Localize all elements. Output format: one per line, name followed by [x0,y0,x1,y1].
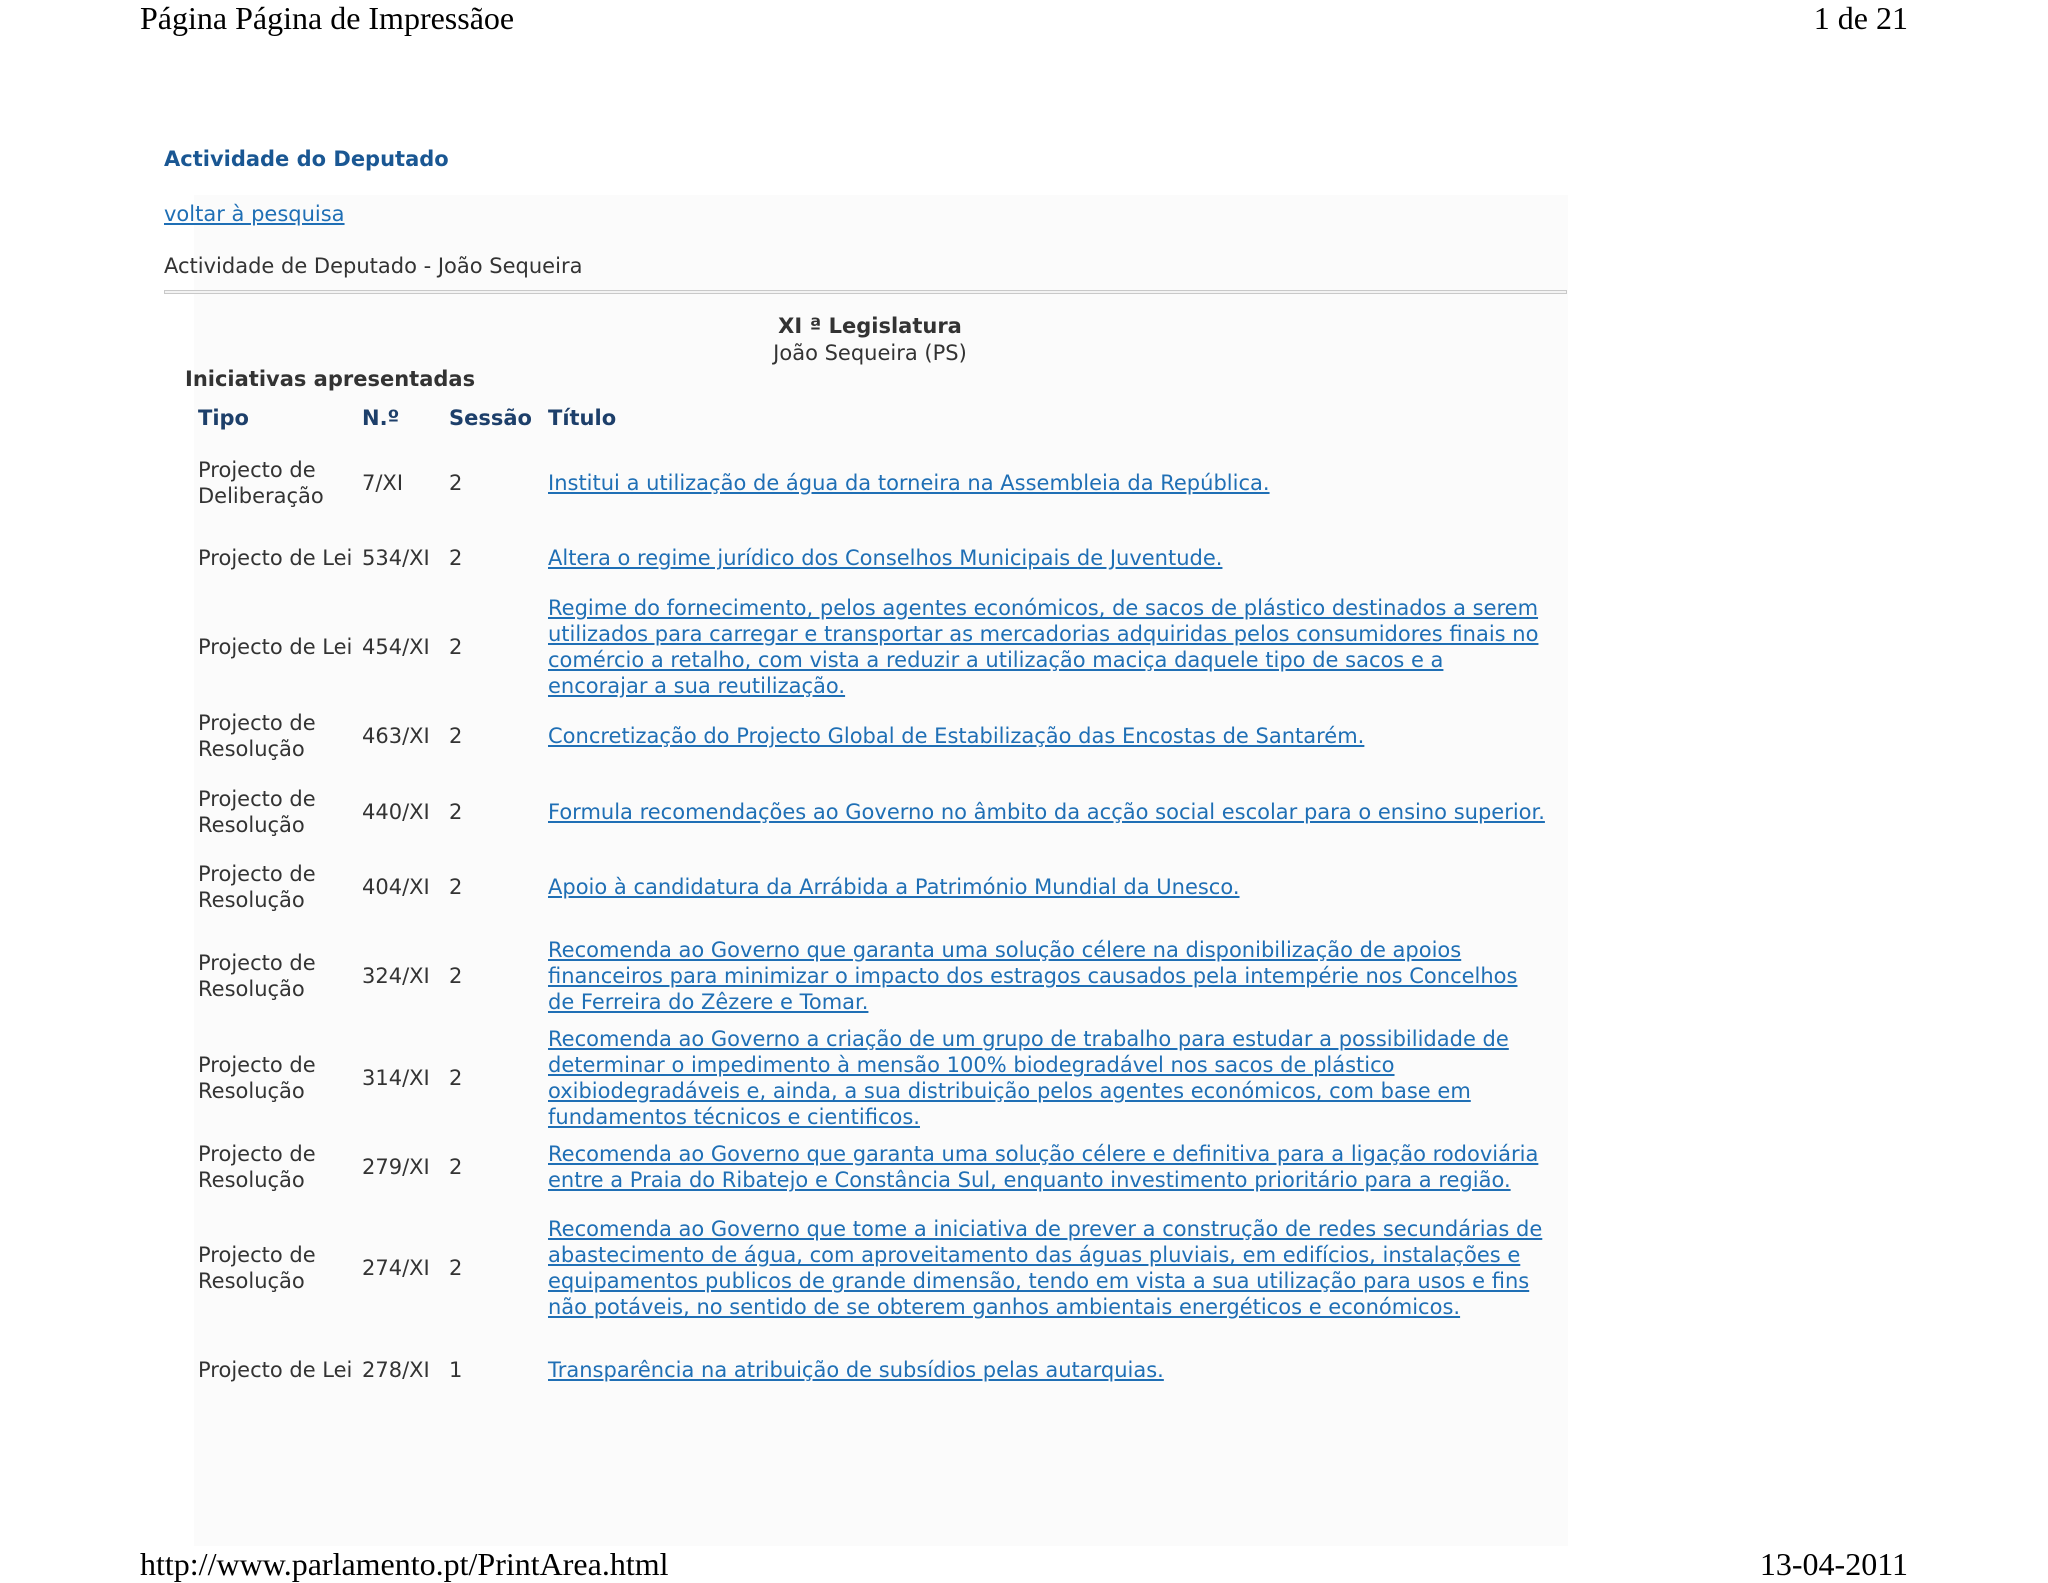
table-row [198,532,1558,584]
legislature-title: XI ª Legislatura [778,314,962,338]
initiative-title-link[interactable]: Recomenda ao Governo a criação de um grupo de trabalho para estudar a possibilidade de determinar o impedimento à mensão 100% biodegradável nos sacos de plástico oxibiodegradáveis e, ainda, a sua distribuição pelos agentes económicos, com base em fundamentos técnicos e cientificos. [548,1027,1509,1129]
table-row [198,861,1558,913]
cell-numero: 279/XI [362,1155,430,1179]
cell-tipo: Projecto de Lei [198,546,353,570]
cell-tipo: Projecto de Resolução [198,1243,316,1293]
cell-sessao: 2 [449,635,463,659]
cell-tipo: Projecto de Resolução [198,787,316,837]
cell-numero: 440/XI [362,800,430,824]
legislature-deputy: João Sequeira (PS) [773,341,967,365]
initiative-title-link[interactable]: Institui a utilização de água da torneira na Assembleia da República. [548,471,1270,495]
cell-sessao: 2 [449,546,463,570]
initiative-title-link[interactable]: Recomenda ao Governo que garanta uma solução célere na disponibilização de apoios financeiros para minimizar o impacto dos estragos causados pela intempérie nos Concelhos de Ferreira do Zêzere e Tomar. [548,938,1518,1014]
table-row [198,457,1558,509]
cell-numero: 314/XI [362,1066,430,1090]
cell-sessao: 2 [449,1066,463,1090]
initiative-title-link[interactable]: Apoio à candidatura da Arrábida a Património Mundial da Unesco. [548,875,1240,899]
cell-numero: 534/XI [362,546,430,570]
cell-sessao: 2 [449,800,463,824]
table-row [198,1141,1558,1193]
print-page-title: Página Página de Impressãoe [140,0,515,36]
page-title: Actividade do Deputado [164,147,449,171]
section-divider [164,290,1567,294]
cell-numero: 404/XI [362,875,430,899]
cell-numero: 278/XI [362,1358,430,1382]
initiative-title-link[interactable]: Regime do fornecimento, pelos agentes económicos, de sacos de plástico destinados a serem utilizados para carregar e transportar as mercadorias adquiridas pelos consumidores finais no comércio a retalho, com vista a reduzir a utilização maciça daquele tipo de sacos e a encorajar a sua reutilização. [548,596,1539,698]
cell-tipo: Projecto de Lei [198,1358,353,1382]
initiatives-section-title: Iniciativas apresentadas [185,367,476,391]
cell-sessao: 2 [449,724,463,748]
cell-sessao: 2 [449,964,463,988]
initiative-title-link[interactable]: Transparência na atribuição de subsídios pelas autarquias. [548,1358,1164,1382]
cell-sessao: 2 [449,1155,463,1179]
print-source-url: http://www.parlamento.pt/PrintArea.html [140,1546,669,1582]
column-header-titulo: Título [548,406,617,430]
table-row [198,786,1558,838]
initiative-title-link[interactable]: Concretização do Projecto Global de Estabilização das Encostas de Santarém. [548,724,1365,748]
cell-sessao: 2 [449,875,463,899]
cell-numero: 454/XI [362,635,430,659]
print-date: 13-04-2011 [1759,1546,1908,1582]
table-row [198,1216,1558,1320]
cell-tipo: Projecto de Resolução [198,711,316,761]
cell-sessao: 2 [449,1256,463,1280]
table-row [198,1344,1558,1396]
initiative-title-link[interactable]: Altera o regime jurídico dos Conselhos Municipais de Juventude. [548,546,1223,570]
cell-tipo: Projecto de Resolução [198,1142,316,1192]
back-to-search-link[interactable]: voltar à pesquisa [164,202,345,226]
column-header-numero: N.º [362,406,400,430]
column-header-tipo: Tipo [198,406,249,430]
initiative-title-link[interactable]: Formula recomendações ao Governo no âmbito da acção social escolar para o ensino superior. [548,800,1545,824]
cell-tipo: Projecto de Resolução [198,951,316,1001]
cell-tipo: Projecto de Resolução [198,1053,316,1103]
legislature-block [680,313,1060,367]
table-row [198,937,1558,1015]
table-row [198,710,1558,762]
cell-numero: 463/XI [362,724,430,748]
page-subtitle: Actividade de Deputado - João Sequeira [164,254,583,278]
table-row [198,596,1558,698]
column-header-sessao: Sessão [449,406,532,430]
cell-sessao: 1 [449,1358,463,1382]
cell-numero: 274/XI [362,1256,430,1280]
initiative-title-link[interactable]: Recomenda ao Governo que garanta uma solução célere e definitiva para a ligação rodoviária entre a Praia do Ribatejo e Constância Sul, enquanto investimento prioritário para a região. [548,1142,1539,1192]
cell-sessao: 2 [449,471,463,495]
initiative-title-link[interactable]: Recomenda ao Governo que tome a iniciativa de prever a construção de redes secundárias de abastecimento de água, com aproveitamento das águas pluviais, em edifícios, instalações e equipamentos publicos de grande dimensão, tendo em vista a sua utilização para usos e fins não potáveis, no sentido de se obterem ganhos ambientais energéticos e económicos. [548,1217,1543,1319]
cell-tipo: Projecto de Lei [198,635,353,659]
print-page-count: 1 de 21 [1813,0,1908,36]
cell-numero: 324/XI [362,964,430,988]
cell-tipo: Projecto de Resolução [198,862,316,912]
cell-numero: 7/XI [362,471,404,495]
table-row [198,1027,1558,1129]
cell-tipo: Projecto de Deliberação [198,458,324,508]
